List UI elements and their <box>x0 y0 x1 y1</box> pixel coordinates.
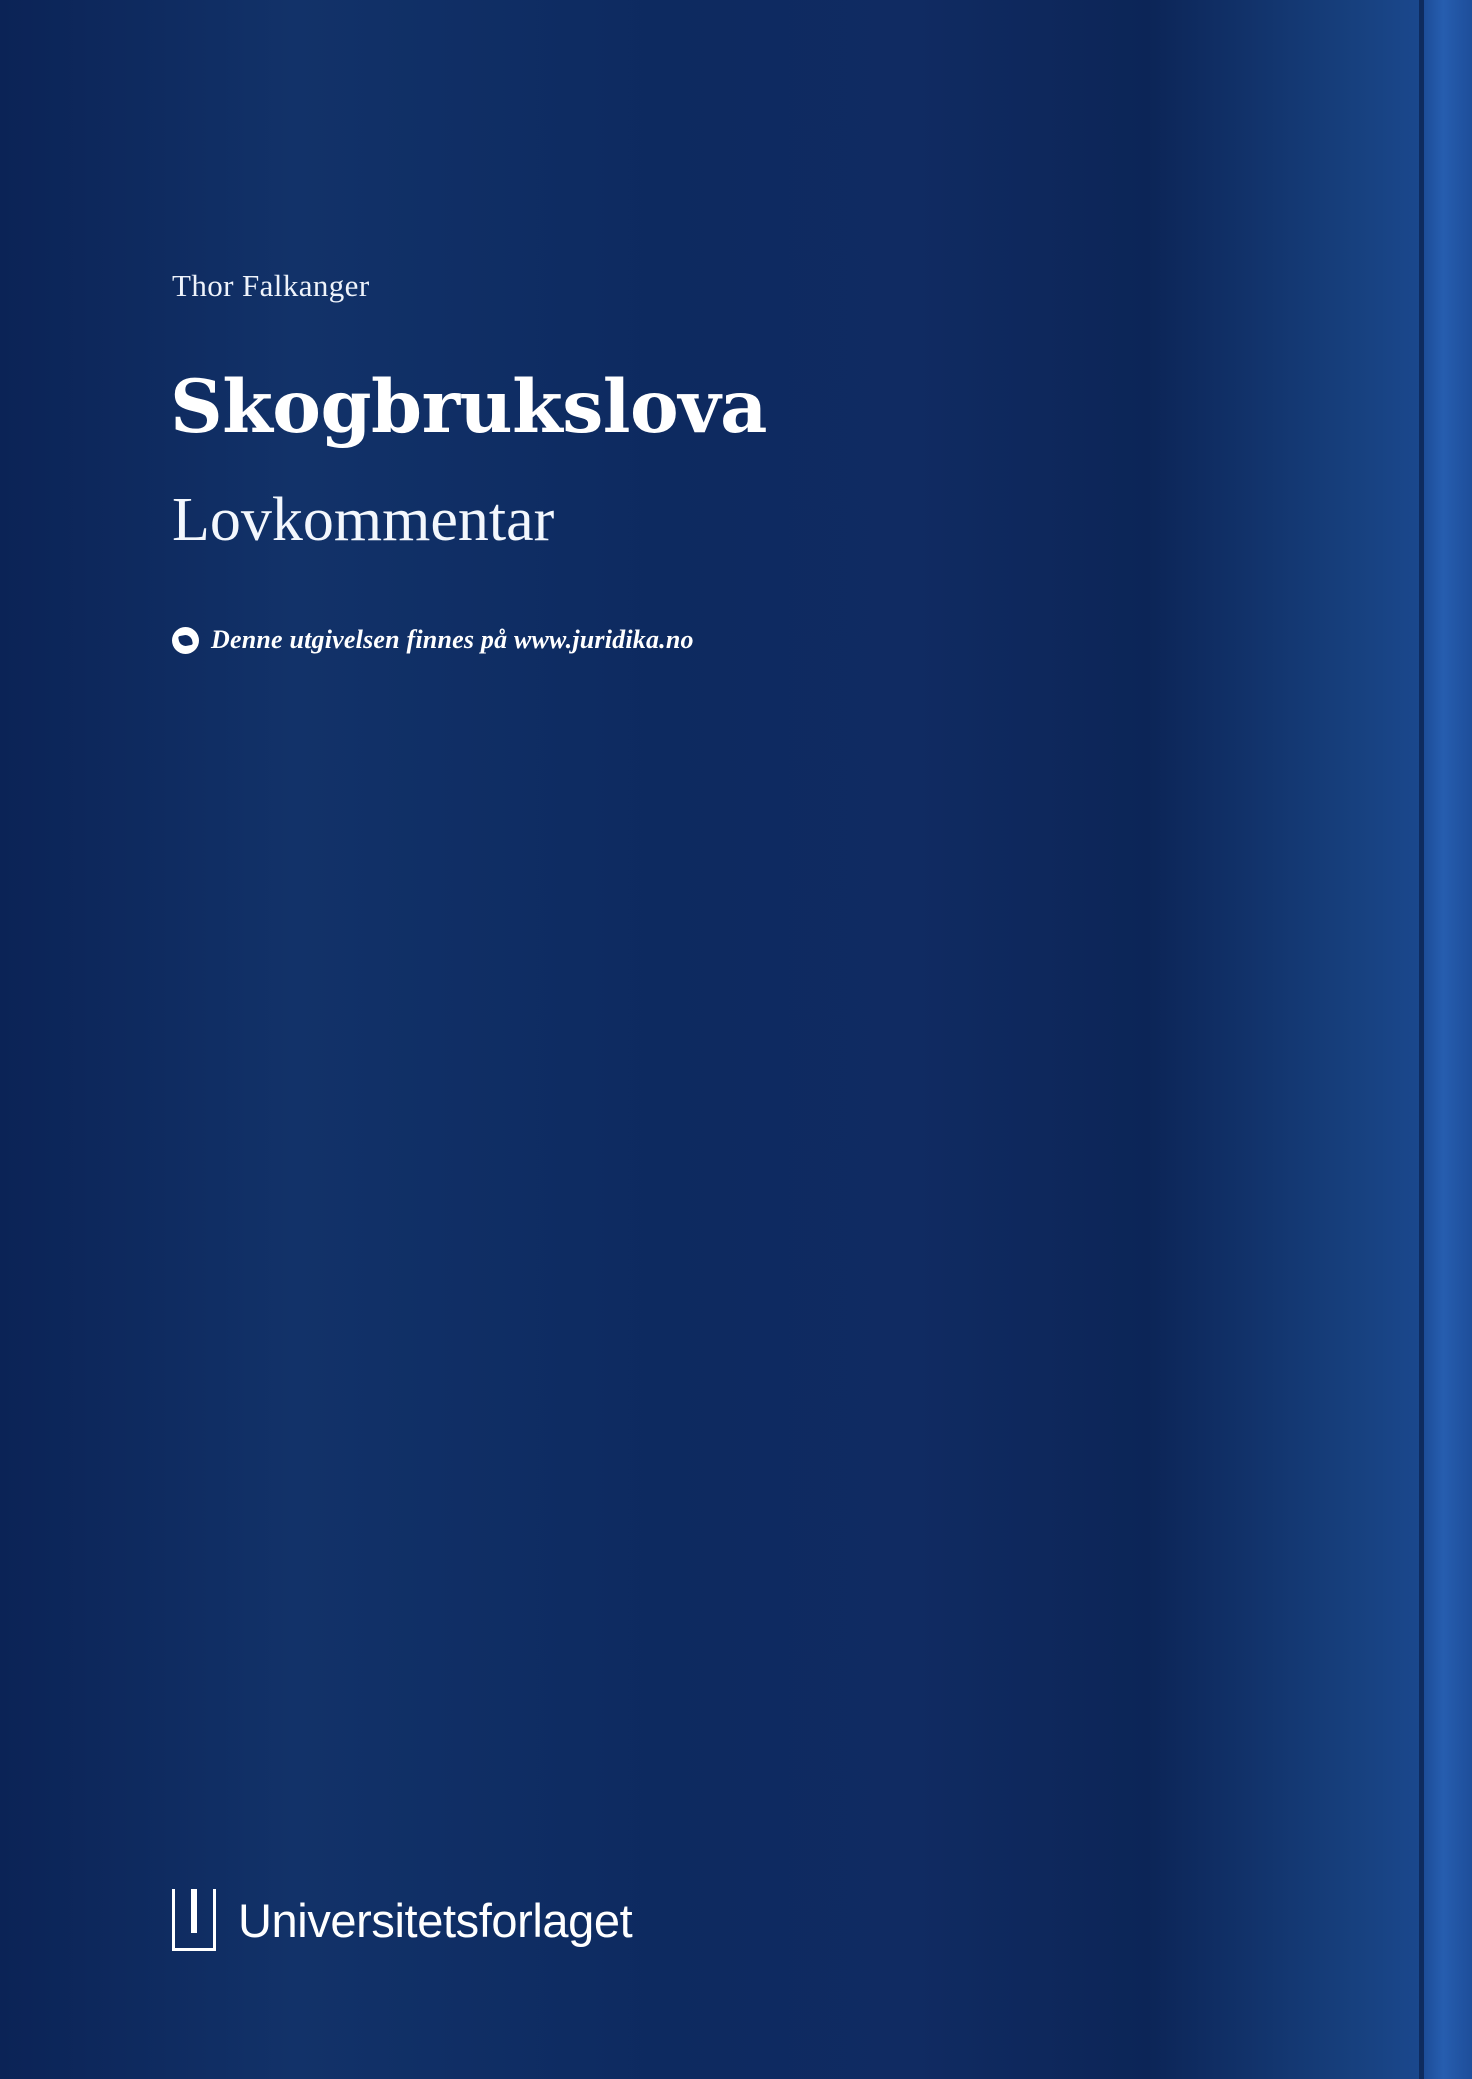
universitetsforlaget-logo-icon <box>172 1889 216 1951</box>
book-subtitle: Lovkommentar <box>172 486 555 554</box>
publisher-name: Universitetsforlaget <box>238 1893 633 1947</box>
availability-note <box>172 625 694 655</box>
book-title: Skogbrukslova <box>170 364 767 450</box>
publisher-block <box>172 1889 632 1951</box>
juridika-circle-icon <box>172 627 199 654</box>
availability-note-text: Denne utgivelsen finnes på www.juridika.no <box>211 625 694 654</box>
author-name: Thor Falkanger <box>172 268 370 303</box>
